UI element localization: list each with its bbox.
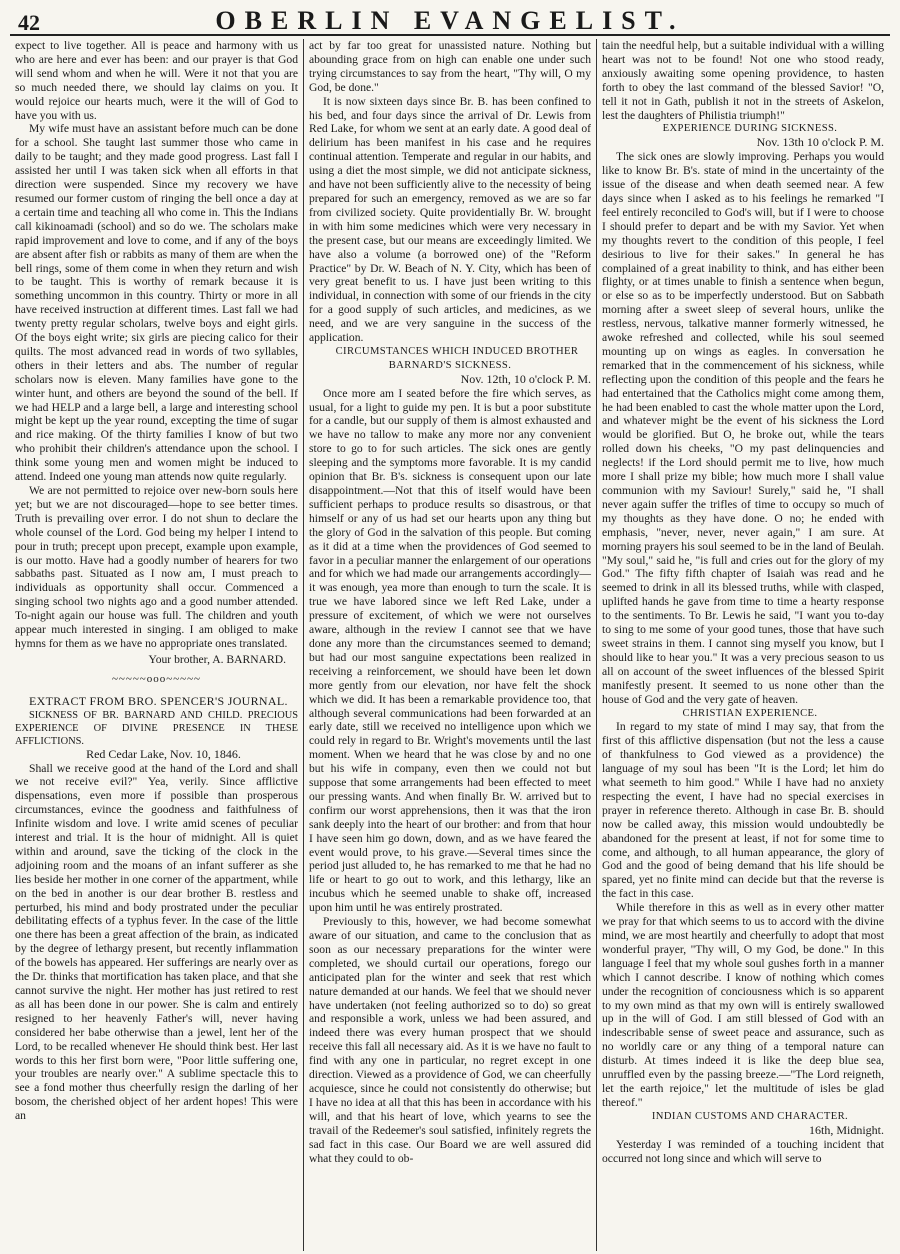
journal-title: OBERLIN EVANGELIST. — [215, 6, 685, 35]
paragraph: The sick ones are slowly improving. Perhaps you would like to know Br. B's. state of mind in the uncertainty of the issue of the disease and when death seemed near. A few days since when I asked as to his feelings he remarked "I feel entirely reconciled to God's will, but if I were to choose I should prefer to depart and be with my Savior. Yet when my thoughts revert to the condition of this people, I feel desirious to live for their sakes." In general he has complained of a great inability to think, and has either been flighty, or at times unable to finish a sentence when begun, or else so as to be imperfectly understood. But on Sabbath morning after a sweet sleep of several hours, unlike the restless, nervous, talkative manner formerly witnessed, he awoke refreshed and collected, while his soul seemed mounting up on wings as eagles. In conversation he remarked that in the commencement of his sickness, while reflecting upon the condition of this people and the fears he had entertained that the Catholics might come among them, he had been enabled to cast the whole matter upon the Lord, and whatever might be the event of his sickness the Lord would be glorified. But O, he broke out, while the tears rolled down his cheeks, "O my past delinquencies and neglects! if the Lord should permit me to live, how much more I shall prize my bible; how much more I shall value communion with my Saviour! Surely," said he, "I shall never again suffer the trifles of time to occupy so much of my thoughts as they have done. O no; he ended with emphasis, "never, never, never again," I am sure. At morning prayers his soul seemed to be in the land of Beulah. "My soul," said he, "is full and cries out for the glory of my God." The fifty fifth chapter of Isaiah was read and he seemed to drink in all its blessed truths, while with clasped, uplifted hands he gave from time to time a hearty response to the sentiments. To Br. Lewis he said, "I want you to-day to sing to me some of your good tunes, those that have such sweet strains in them. I cannot sing myself you know, but I should like to hear you." It was a very precious season to us all on account of the sweet influences of the blessed Spirit manifestly present. It seemed to us none other than the house of God and the very gate of heaven. — [602, 150, 884, 706]
extract-title: EXTRACT FROM BRO. SPENCER'S JOURNAL. — [29, 693, 288, 708]
ornament-text: ~~~~~ooo~~~~~ — [111, 672, 201, 685]
divider-ornament — [15, 673, 298, 687]
section-heading: CIRCUMSTANCES WHICH INDUCED BROTHER BARNARD'S SICKNESS. — [335, 345, 579, 371]
extract-subtitle: SICKNESS OF BR. BARNARD AND CHILD. PRECIOUS EXPERIENCE OF DIVINE PRESENCE IN THESE AFFLICTIONS. — [15, 709, 298, 747]
paragraph: expect to live together. All is peace and harmony with us who are here and ever has been: and our prayer is that God will send whom and when he will. Were it not that you are so much needed there, we should lay claims on you. It would rejoice our hearts much, were it the will of God to have you with us. — [15, 39, 298, 122]
paragraph: It is now sixteen days since Br. B. has been confined to his bed, and four days since the arrival of Dr. Lewis from Red Lake, for whom we sent at an early date. A good deal of delirium has been manifest in his case and he requires continual attention. Temperate and regular in our habits, and using a diet the most simple, we did not anticipate sickness, and have not been sufficiently alive to the necessity of being prepared for such an emergency, removed as we are so far from civilized society. Quite providentially Br. W. brought in with him some medicines which were very necessary in the present case, but our means are exceedingly limited. We have also a volume (a borrowed one) of the "Reform Practice" by Dr. W. Beach of N. Y. City, which has been of very great benefit to us. I have just been writing to this individual, in connection with some of our friends in the city for a good supply of such articles, and medicines, as we need, and we are very sanguine in the success of the application. — [309, 94, 591, 345]
paragraph: tain the needful help, but a suitable individual with a willing heart was not to be found! Not one who stood ready, anxiously awaiting some opening providence, to hasten forth to obey the last command of the blessed Savior! "O, tell it not in Gath, publish it not in the streets of Askelon, lest the daughters of Philistia triumph!" — [602, 39, 884, 122]
section-heading: CHRISTIAN EXPERIENCE. — [682, 707, 818, 719]
section-heading: EXPERIENCE DURING SICKNESS. — [662, 123, 838, 135]
paragraph: act by far too great for unassisted nature. Nothing but abounding grace from on high can enable one under such trying circumstances to say from the heart, "Thy will, O my God, be done." — [309, 39, 591, 94]
dateline: Red Cedar Lake, Nov. 10, 1846. — [86, 746, 241, 761]
paragraph: Previously to this, however, we had become somewhat aware of our situation, and came to the conclusion that as soon as our necessary preparations for the winter were completed, we should curtail our operations, forego our anticipated plan for the winter and seek that rest which nature demanded at our hands. We feel that we should never have undertaken (not feeling authorized so to do) so great and responsible a work, unless we had been assured, and indeed there was every human prospect that we should receive this fall all necessary aid. As it is we have no fault to find with any one in particular, no regret except in one direction. Viewed as a providence of God, we can cheerfully acquiesce, since he could not consistently do otherwise; but I have no idea at all that this has been in accordance with his will, and that his heart of love, which yearns to see the travail of the Redeemer's soul satisfied, infinitely regrets the sad fact in this case. Our Board we are well assured did what they could to ob- — [309, 915, 591, 1165]
section-heading: INDIAN CUSTOMS AND CHARACTER. — [651, 1110, 849, 1122]
column-2 — [303, 39, 596, 1251]
page-number: 42 — [18, 10, 40, 35]
article-columns — [10, 39, 890, 1251]
paragraph: We are not permitted to rejoice over new-born souls here yet; but we are not discouraged—hope to see better times. Truth is prevailing over error. I do not shun to declare the whole counsel of the Lord. God being my helper I intend to pour in truth; precept upon precept, example upon example, is our motto. Have had a goodly number of hearers for two sabbaths past. Situated as I now am, I must preach to individuals as opportunity shall occur. Commenced a singing school two nights ago and a good number attended. To-night again our house was full. The children and youth appear much interested in singing. I am obliged to make hymns for them as we have no appropriate ones translated. — [15, 484, 298, 650]
paragraph: In regard to my state of mind I may say, that from the first of this afflictive dispensation (but not the less a cause of thankfulness to God viewed as a providence) the language of my soul has been "It is the Lord; let him do what seemeth to him good." While I have had no anxiety respecting the event, I have had no special exercises in prayer in reference thereto. Although in case Br. B. should now be called away, this mission would undoubtedly be abandoned for the present at least, if not for some time to come, and although, to all human appearance, the glory of God and the good of being demand that his life should be spared, yet no finite mind can decide but that the reverse is the fact in this case. — [602, 720, 884, 901]
masthead — [10, 0, 890, 34]
paragraph: Once more am I seated before the fire which serves, as usual, for a light to guide my pen. It is but a poor substitute for a candle, but our supply of them is almost exhausted and we have no tallow to make any more nor any convenient store to go to for such articles. The sick ones are gently sleeping and the symptoms more favorable. It is my candid opinion that Br. B's. sickness is consequent upon our late disappointment.—Not that this of itself would have been sufficient perhaps to produce results so disastrous, or that himself or any of us had set our hearts upon any thing but the glory of God in the salvation of this people. But coming as it did at a time when the providences of God seemed to favor in a peculiar manner the enlargement of our operations and for which we had made our arrangements accordingly—it was enough, yea more than enough to turn the scale. It is true we have labored since we left Red Lake, under a pressure of excitement, of which we were not ourselves aware, although in the review I cannot see that we have done any more than the circumstances seemed to demand; but had our most sanguine expectations been realized in receiving a reinforcement, we should have been let down more gently from our elevation, nor have felt the shock which we did. It has been a remarkable providence too, that although several communications had been forwarded at an early date, still we received no intelligence upon which we could rely in regard to Br. Wright's movements until the last moment. When we heard that he was close by and no one but his wife in company, even then we could not but suppose that some arrangements had been effected to meet our pressing wants. And when finally Br. W. arrived but to confirm our worst apprehensions, then it was that the iron sank deeply into the heart of our brother: and from that hour I have seen him go down, down, and as we have feared the event would prove, to his grave.—Several times since the period just alluded to, he has remarked to me that he had no life or heart to go out to work, and this lethargy, like an incubus which he seemed unable to shake off, increased upon him until he was entirely prostrated. — [309, 386, 591, 915]
letter-signature: Your brother, A. BARNARD. — [148, 652, 286, 666]
column-1 — [10, 39, 303, 1251]
dateline: Nov. 12th, 10 o'clock P. M. — [460, 371, 591, 386]
column-3 — [596, 39, 889, 1251]
paragraph: While therefore in this as well as in every other matter we pray for that which seems to us to accord with the divine mind, we are most heartily and cheerfully to adopt that most wonderful prayer, "Thy will, O my God, be done." In this language I feel that my whole soul gushes forth in a manner which I cannot describe. I know of nothing which comes under the recognition of conciousness which is so apparent to my own mind as that my own will is entirely swallowed up in the will of God. I am still blessed of God with an indescribable sense of sweet peace and assurance, such as no worldly care or any thing of a temporal nature can disturb. At times indeed it is like the deep blue sea, unruffled even by the passing breeze.—"The Lord reigneth, let the earth rejoice," let the multitude of isles be glad thereof." — [602, 901, 884, 1109]
paragraph: Yesterday I was reminded of a touching incident that occurred not long since and which will serve to — [602, 1137, 884, 1165]
paragraph: My wife must have an assistant before much can be done for a school. She taught last summer those who came in daily to be taught; and they made good progress. Last fall I assisted her until I was taken sick when all efforts in that direction were suspended. Since my recovery we have resumed our former custom of ringing the bell once a day at a certain time and teaching all who come in. This the Indians call kikinoamadi (school) and so do we. The scholars make rapid improvement and love to come, and if any of the boys are absent after fish or rabbits as many of them are when the bell rings, some of them come in when they return and wish to be taught. This is worthy of remark because it is something uncommon in this country. Thirty or more in all have received instruction at different times. Last fall we had twenty pretty regular scholars, twelve boys and eight girls. Of the boys eight write; six girls are piecing calico for their quilts. The most advanced read in words of two syllables, others in their letters and abs. The number of regular scholars now is eleven. Many families have gone to the winter hunt, and others are beyond the sound of the bell. If we had HELP and a large bell, a large and interesting school might be kept up the year round, excepting the time of sugar and rice making. Of the thirty families I know of but two who prohibit their children's attendance upon the school. I think some young men and women might be induced to attend. Indeed one young man attends now quite regularly. — [15, 122, 298, 484]
dateline: Nov. 13th 10 o'clock P. M. — [756, 135, 884, 150]
dateline: 16th, Midnight. — [808, 1122, 884, 1137]
paragraph: Shall we receive good at the hand of the Lord and shall we not receive evil?" Yea, verily. Since afflictive dispensations, even more if possible than prosperous circumstances, evince the goodness and faithfulness of Infinite wisdom and love. I write amid scenes of peculiar interest and trial. It is the hour of midnight. All is quiet within and around, save the ticking of the clock in the adjoining room and the moans of an infant sufferer as she lies beside her mother in one corner of the appartment, while on the bed in another is our dear brother B. restless and perturbed, his mind and body prostrated under the peculiar debilitating effects of a typhus fever. In the case of the little one there has been a great affection of the brain, as indicated by the degree of lethargy present, but recently inflammation of the bowels has appeared. Her sufferings are nearly over as the Dr. thinks that mortification has taken place, and that she cannot survive the night. Her mother has just retired to rest as all has been done in our power. She is calm and entirely resigned to her heavenly Father's will, never having considered her babe otherwise than a jewel, lent her of the Lord, to be recalled whenever He should think best. Her last words to this her first born were, "Poor little suffering one, your troubles are nearly over." A sublime spectacle this to see a fond mother thus cheerfully resign the darling of her bosom, the cherished object of her ardent hopes! This were an — [15, 761, 298, 1123]
